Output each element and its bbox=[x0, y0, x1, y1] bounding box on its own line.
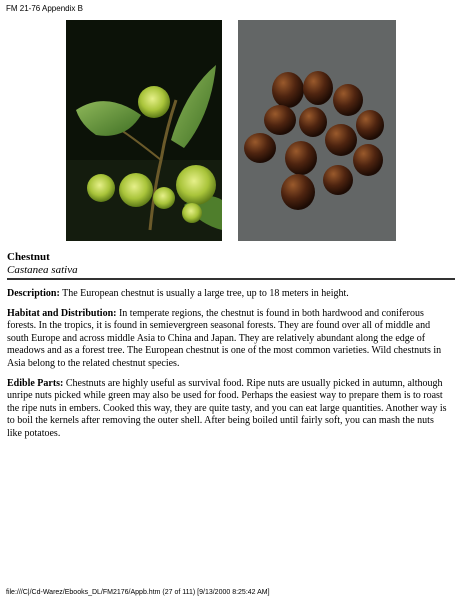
plant-latin-name: Castanea sativa bbox=[7, 264, 78, 276]
section-description bbox=[7, 288, 447, 301]
divider bbox=[7, 278, 455, 280]
plant-name: Chestnut bbox=[7, 251, 50, 263]
section-text: In temperate regions, the chestnut is found in both hardwood and coniferous forests. In the tropics, it is found in semievergreen seasonal forests. They are found over all of middle and south Europe and across middle Asia to China and Japan. They are relatively abundant along the edge of meadows and as a forest tree. The European chestnut is one of the most common varieties. Wild chestnuts in Asia belong to the related chestnut species. bbox=[7, 307, 442, 369]
section-text: Chestnuts are highly useful as survival food. Ripe nuts are usually picked in autumn, although unripe nuts picked while green may also be used for food. Perhaps the easiest way to prepare them is to roast the ripe nuts in embers. Cooked this way, they are quite tasty, and you can eat large quantities. Another way is to boil the kernels after removing the outer shell. After being boiled until fairly soft, you can mash the nuts like potatoes. bbox=[7, 377, 447, 439]
section-label: Description: bbox=[7, 288, 60, 299]
section-label: Habitat and Distribution: bbox=[7, 307, 117, 319]
section-label: Edible Parts: bbox=[7, 377, 64, 389]
section-edible-parts bbox=[7, 378, 447, 441]
page-footer-url: file:///C|/Cd-Warez/Ebooks_DL/FM2176/Appb.htm (27 of 111) [9/13/2000 8:25:42 AM] bbox=[6, 589, 270, 596]
page-header: FM 21-76 Appendix B bbox=[6, 4, 83, 13]
section-text: The European chestnut is usually a large tree, up to 18 meters in height. bbox=[59, 288, 349, 299]
chestnut-branch-photo bbox=[66, 20, 222, 241]
plant-title-block bbox=[7, 251, 455, 277]
section-habitat bbox=[7, 308, 447, 371]
chestnuts-photo bbox=[238, 20, 396, 241]
plant-description bbox=[7, 288, 447, 448]
